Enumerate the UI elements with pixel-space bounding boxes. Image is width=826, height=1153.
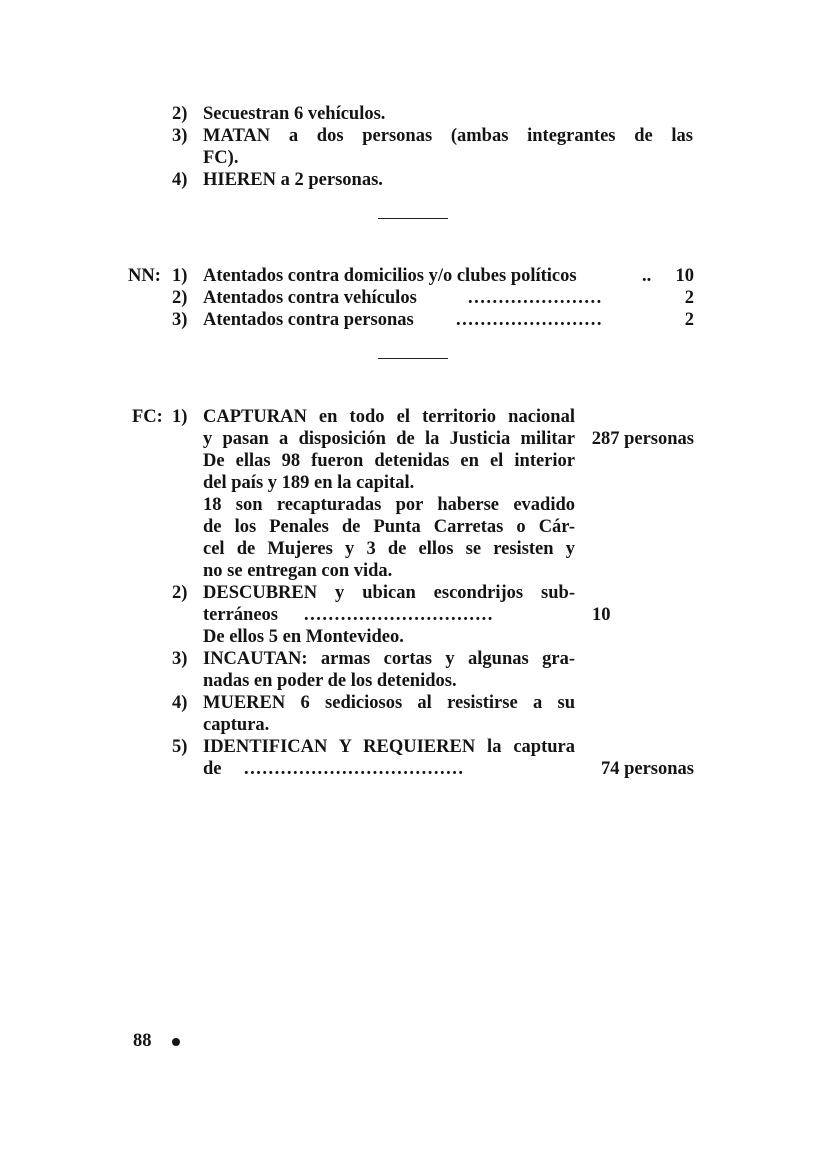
- bullet-icon: [172, 1038, 180, 1046]
- item-value: 10: [675, 266, 694, 286]
- item-number: 4): [172, 693, 188, 713]
- leader-dots: ......................: [468, 288, 603, 308]
- item-value: 287 personas: [591, 429, 694, 449]
- item-number: 3): [172, 310, 188, 330]
- item-text: cel de Mujeres y 3 de ellos se resisten y: [203, 539, 575, 559]
- item-text: FC).: [203, 148, 239, 168]
- section-label: NN:: [128, 266, 161, 286]
- item-value: 74 personas: [600, 759, 694, 779]
- item-value: 2: [684, 310, 694, 330]
- item-number: 3): [172, 126, 188, 146]
- item-text: no se entregan con vida.: [203, 561, 393, 581]
- item-number: 2): [172, 583, 188, 603]
- item-text: IDENTIFICAN Y REQUIEREN la captura: [203, 737, 575, 757]
- item-number: 2): [172, 104, 188, 124]
- item-value: 10: [592, 605, 611, 625]
- item-text: del país y 189 en la capital.: [203, 473, 415, 493]
- item-text: MATAN a dos personas (ambas integrantes de las: [203, 126, 693, 146]
- leader-dots: ....................................: [244, 759, 465, 779]
- item-text: De ellas 98 fueron detenidas en el interior: [203, 451, 575, 471]
- item-text: nadas en poder de los detenidos.: [203, 671, 457, 691]
- section-label: FC:: [132, 407, 163, 427]
- item-text: De ellos 5 en Montevideo.: [203, 627, 404, 647]
- item-text: de los Penales de Punta Carretas o Cár-: [203, 517, 575, 537]
- item-text: HIEREN a 2 personas.: [203, 170, 383, 190]
- item-number: 3): [172, 649, 188, 669]
- page-number: 88: [133, 1031, 152, 1051]
- item-text: 18 son recapturadas por haberse evadido: [203, 495, 575, 515]
- section-divider: [378, 218, 448, 219]
- item-number: 1): [172, 266, 188, 286]
- item-text: CAPTURAN en todo el territorio nacional: [203, 407, 575, 427]
- item-text: de: [203, 759, 222, 779]
- item-number: 1): [172, 407, 188, 427]
- leader-dots: ...............................: [304, 605, 494, 625]
- item-text: terráneos: [203, 605, 278, 625]
- item-text: Atentados contra domicilios y/o clubes políticos: [203, 266, 577, 286]
- item-text: captura.: [203, 715, 270, 735]
- leader-dots: ..: [642, 266, 652, 286]
- item-number: 4): [172, 170, 188, 190]
- item-text: Secuestran 6 vehículos.: [203, 104, 386, 124]
- item-text: Atentados contra personas: [203, 310, 414, 330]
- leader-dots: ........................: [456, 310, 603, 330]
- item-number: 5): [172, 737, 188, 757]
- item-value: 2: [684, 288, 694, 308]
- item-text: DESCUBREN y ubican escondrijos sub-: [203, 583, 575, 603]
- item-text: INCAUTAN: armas cortas y algunas gra-: [203, 649, 575, 669]
- section-divider: [378, 358, 448, 359]
- item-number: 2): [172, 288, 188, 308]
- item-text: y pasan a disposición de la Justicia militar: [203, 429, 575, 449]
- item-text: Atentados contra vehículos: [203, 288, 417, 308]
- item-text: MUEREN 6 sediciosos al resistirse a su: [203, 693, 575, 713]
